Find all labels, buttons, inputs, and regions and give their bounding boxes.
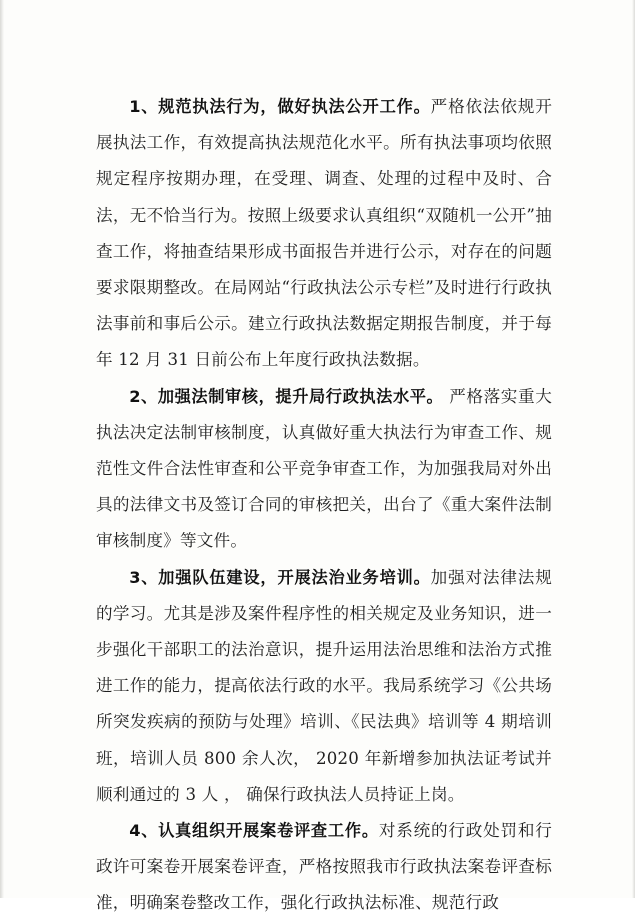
- scan-edge-left: [0, 0, 4, 898]
- paragraph-4: [96, 813, 552, 922]
- paragraph-2: [96, 379, 552, 560]
- paragraph-4-text: 对系统的行政处罚和行政许可案卷开展案卷评查，严格按照我市行政执法案卷评查标准，明确案卷整改工作，强化行政执法标准、规范行政: [96, 821, 553, 913]
- paragraph-3: [96, 560, 552, 813]
- paragraph-1: [96, 89, 552, 379]
- paragraph-3-text: 加强对法律法规的学习。尤其是涉及案件程序性的相关规定及业务知识，进一步强化干部职工的法治意识，提升运用法治思维和法治方式推进工作的能力，提高依法行政的水平。我局系统学习《公共场所突发疾病的预防与处理》培训、《民法典》培训等 4 期培训班，培训人员 800 余人次， 2020 年新增参加执法证考试并顺利通过的 3 人 ， 确保行政执法人员持证上岗。: [96, 567, 552, 804]
- paragraph-2-text: 严格落实重大执法决定法制审核制度，认真做好重大执法行为审查工作、规范性文件合法性审查和公平竞争审查工作，为加强我局对外出具的法律文书及签订合同的审核把关，出台了《重大案件法制审核制度》等文件。: [96, 386, 552, 551]
- paragraph-1-text: 严格依法依规开展执法工作，有效提高执法规范化水平。所有执法事项均依照规定程序按期办理，在受理、调查、处理的过程中及时、合法，无不恰当行为。按照上级要求认真组织“双随机一公开”抽查工作，将抽查结果形成书面报告并进行公示，对存在的问题要求限期整改。在局网站“行政执法公示专栏”及时进行行政执法事前和事后公示。建立行政执法数据定期报告制度，并于每年 12 月 31 日前公布上年度行政执法数据。: [96, 97, 552, 370]
- paragraph-3-heading: 3、加强队伍建设，开展法治业务培训。: [129, 567, 431, 587]
- paragraph-4-heading: 4、认真组织开展案卷评查工作。: [129, 821, 379, 841]
- paragraph-1-heading: 1、规范执法行为，做好执法公开工作。: [129, 97, 431, 116]
- paragraph-2-heading: 2、加强法制审核，提升局行政执法水平。: [129, 386, 444, 406]
- document-body: [96, 89, 552, 922]
